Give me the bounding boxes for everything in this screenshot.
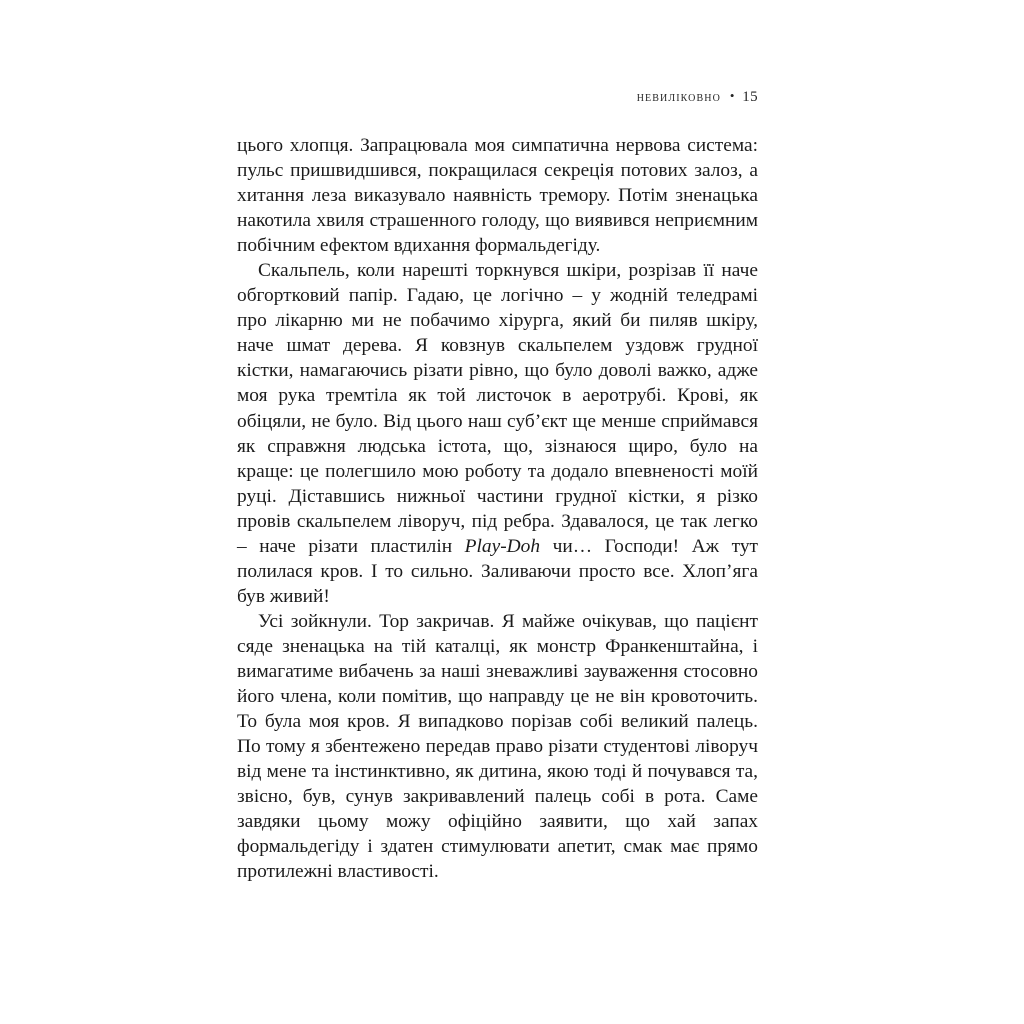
- paragraph: [237, 609, 758, 885]
- text-run: чи… Господи! Аж тут полилася кров. І то сильно. Заливаючи просто все. Хлоп’яга був живий!: [237, 535, 758, 607]
- running-header: [237, 88, 758, 106]
- paragraph: [237, 258, 758, 609]
- body-text-block: [237, 133, 758, 884]
- italic-text-run: Play-Doh: [464, 535, 541, 557]
- running-header-separator-dot: •: [729, 88, 736, 103]
- page-number: 15: [742, 89, 758, 105]
- text-run: Усі зойкнули. Тор закричав. Я майже очікував, що пацієнт сяде зненацька на тій каталці, як монстр Франкенштайна, і вимагатиме вибачень за наші зневажливі зауваження стосовно його члена, коли помітив, що направду це не він кровоточить. То була моя кров. Я випадково порізав собі великий палець. По тому я збентежено передав право різати студентові ліворуч від мене та інстинктивно, як дитина, якою тоді й почувався та, звісно, був, сунув закривавлений палець собі в рота. Саме завдяки цьому можу офіційно заявити, що хай запах формальдегіду і здатен стимулювати апетит, смак має прямо протилежні властивості.: [237, 610, 758, 883]
- running-header-chapter-title: невиліковно: [636, 89, 721, 105]
- text-run: Скальпель, коли нарешті торкнувся шкіри, розрізав її наче обгортковий папір. Гадаю, це логічно – у жодній теледрамі про лікарню ми не побачимо хірурга, який би пиляв шкіру, наче шмат дерева. Я ковзнув скальпелем уздовж грудної кістки, намагаючись різати рівно, що було доволі важко, адже моя рука тремтіла як той листочок в аеротрубі. Крові, як обіцяли, не було. Від цього наш суб’єкт ще менше сприймався як справжня людська істота, що, зізнаюся щиро, було на краще: це полегшило мою роботу та додало впевненості моїй руці. Діставшись нижньої частини грудної кістки, я різко провів скальпелем ліворуч, під ребра. Здавалося, це так легко – наче різати пластилін: [237, 260, 758, 557]
- text-run: цього хлопця. Запрацювала моя симпатична нервова система: пульс пришвидшився, покращилася секреція потових залоз, а хитання леза виказувало наявність тремору. Потім зненацька накотила хвиля страшенного голоду, що виявився неприємним побічним ефектом вдихання формальдегіду.: [237, 135, 758, 257]
- paragraph: [237, 133, 758, 258]
